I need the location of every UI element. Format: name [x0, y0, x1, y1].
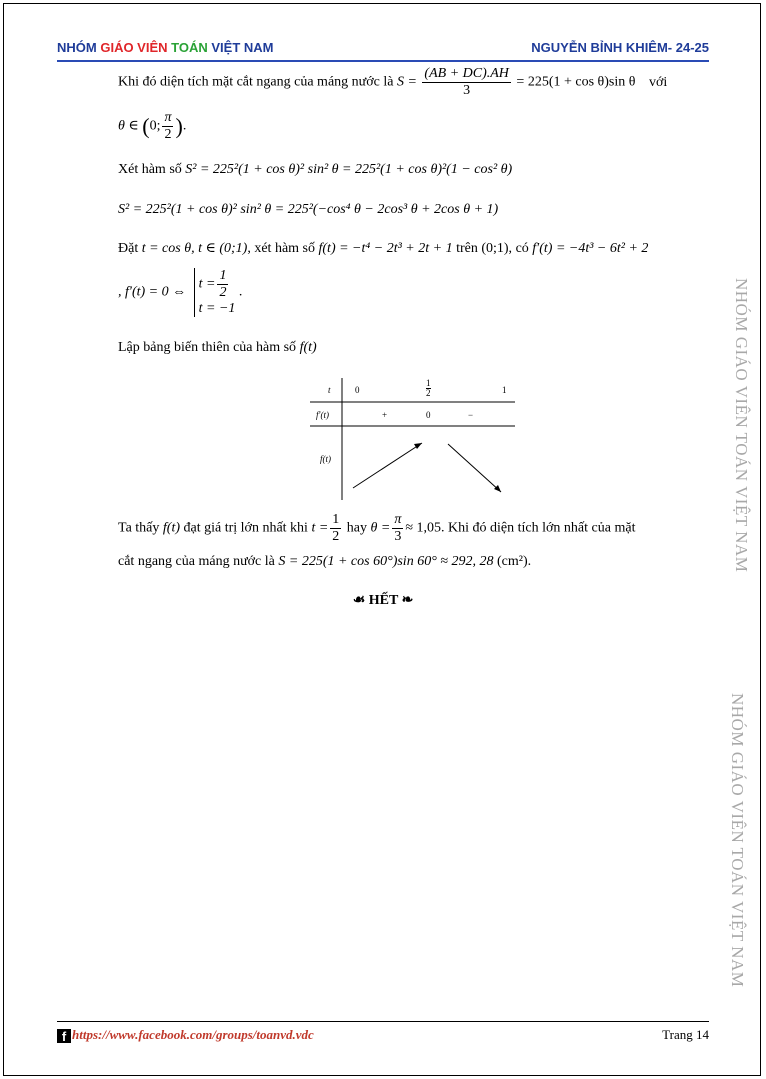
header-giao-vien: GIÁO VIÊN: [100, 40, 172, 55]
p3-eq: S² = 225²(1 + cos θ)² sin² θ = 225²(−cos⁴ θ − 2cos³ θ + 2cos θ + 1): [118, 202, 499, 217]
p8-eq: S = 225(1 + cos 60°)sin 60° ≈ 292, 28: [278, 554, 494, 569]
table-v1: 1: [502, 385, 507, 395]
header-left: [57, 40, 273, 55]
p1-text: Khi đó diện tích mặt cắt ngang của máng nước là: [118, 74, 394, 90]
paragraph-7: [118, 512, 635, 545]
p7-t-den: 2: [332, 529, 340, 544]
p7-f: f(t): [162, 520, 181, 536]
table-half: [426, 379, 431, 398]
end-marker: ☙ HẾT ❧: [352, 593, 414, 608]
paragraph-1b: θ ∈ (0; $\frac{\pi}{2}$ ).: [118, 110, 187, 142]
p6-f: f(t): [299, 340, 317, 355]
p1-frac-num: (AB + DC).AH: [424, 66, 509, 81]
p7-approx: ≈ 1,05.: [405, 520, 445, 536]
paragraph-6: [118, 340, 317, 356]
table-plus: +: [382, 410, 388, 420]
table-half-den: 2: [426, 388, 431, 398]
p5-cases: [194, 268, 236, 317]
p1-two: 2: [164, 127, 172, 142]
p1-s: S =: [396, 74, 417, 90]
p5-case1-den: 2: [219, 285, 227, 300]
p7-a: Ta thấy: [118, 520, 160, 536]
p5-lead: , f′(t) = 0 ⇔: [118, 284, 187, 300]
watermark-2: NHÓM GIÁO VIÊN TOÁN VIỆT NAM: [728, 693, 747, 988]
p5-case2: t = −1: [198, 301, 236, 316]
p7-t-num: 1: [332, 512, 340, 527]
table-t: t: [328, 385, 331, 395]
table-lines: [310, 378, 515, 500]
p1-pi: π: [164, 110, 172, 125]
p4-fprime: f′(t) = −4t³ − 6t² + 2: [532, 241, 649, 256]
header-toan: TOÁN: [171, 40, 212, 55]
p7-th-eq: θ =: [370, 520, 391, 536]
p1-interval-open: 0;: [149, 118, 161, 134]
p4-co: có: [515, 241, 529, 256]
p1-rhs: = 225(1 + cos θ)sin θ: [516, 74, 636, 90]
p2-text: Xét hàm số: [118, 162, 182, 177]
paragraph-8: [118, 554, 531, 570]
p4-f-def: f(t) = −t⁴ − 2t³ + 2t + 1: [318, 241, 453, 256]
p4-dat: Đặt: [118, 241, 139, 256]
p5-case1-num: 1: [219, 268, 227, 283]
header-right: NGUYỄN BỈNH KHIÊM- 24-25: [531, 40, 709, 55]
paragraph-1: [118, 66, 667, 99]
p7-b: đạt giá trị lớn nhất khi: [183, 520, 308, 536]
watermark-1: NHÓM GIÁO VIÊN TOÁN VIỆT NAM: [732, 278, 751, 573]
footer-divider: [57, 1021, 709, 1022]
table-zero: 0: [426, 410, 431, 420]
p4-t-def: t = cos θ, t ∈ (0;1): [141, 241, 248, 256]
header-nhom: NHÓM: [57, 40, 101, 55]
table-half-num: 1: [426, 378, 431, 388]
p7-th-num: π: [394, 512, 402, 527]
p4-mid: , xét hàm số: [247, 241, 315, 256]
p1-pi-frac: [162, 110, 173, 143]
p6-text: Lập bảng biến thiên của hàm số: [118, 340, 297, 355]
table-v0: 0: [355, 385, 360, 395]
header-divider: [57, 60, 709, 62]
p8-unit: (cm²).: [496, 554, 532, 569]
p1-fraction: [422, 66, 511, 99]
table-f: f(t): [320, 454, 331, 464]
p4-interval: (0;1),: [481, 241, 513, 256]
p1-end: .: [182, 118, 187, 134]
p5-case1-lhs: t =: [198, 276, 216, 292]
paragraph-4: [118, 240, 648, 257]
p1-frac-den: 3: [463, 83, 471, 98]
variation-table: [310, 378, 515, 500]
p7-hay: hay: [346, 520, 368, 536]
p4-tren: trên: [456, 241, 478, 256]
footer-link[interactable]: [57, 1027, 314, 1043]
paragraph-2: [118, 162, 512, 178]
paragraph-3: [118, 202, 498, 218]
p7-t-eq: t =: [311, 520, 329, 536]
p7-c: Khi đó diện tích lớn nhất của mặt: [448, 520, 636, 536]
p8-a: cắt ngang của máng nước là: [118, 554, 275, 569]
table-fp: f′(t): [316, 410, 329, 420]
paragraph-5: [118, 268, 242, 317]
p5-dot: .: [238, 284, 243, 300]
page-number: Trang 14: [662, 1027, 709, 1042]
p2-eq: S² = 225²(1 + cos θ)² sin² θ = 225²(1 + cos θ)²(1 − cos² θ): [185, 162, 513, 177]
p7-th-den: 3: [394, 529, 402, 544]
facebook-icon: f: [57, 1029, 71, 1043]
footer-url[interactable]: https://www.facebook.com/groups/toanvd.vdc: [72, 1027, 314, 1042]
p1-theta-in: θ ∈: [118, 118, 139, 134]
header-viet-nam: VIỆT NAM: [211, 40, 274, 55]
p1-with: với: [648, 74, 668, 90]
table-minus: −: [468, 410, 474, 420]
